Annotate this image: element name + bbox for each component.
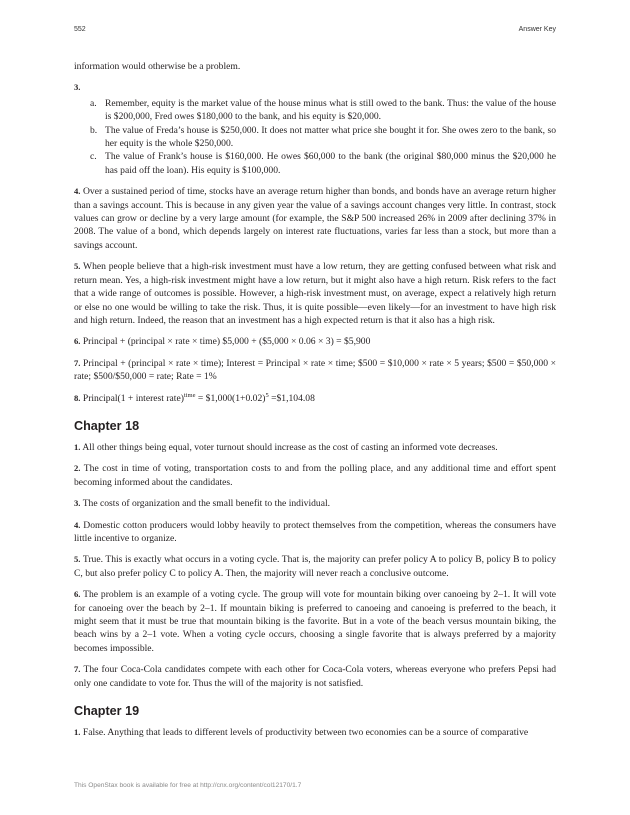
list-item [74,150,556,177]
answer-number: 3. [74,82,81,93]
answer-number: 7. [74,664,81,675]
list-text: The value of Freda’s house is $250,000. It does not matter what price she bought it for. She owes zero to the bank, so her equity is the whole $250,000. [105,124,556,150]
answer-number: 6. [74,336,81,347]
formula-exponent: 5 [265,391,269,399]
answer-text: The problem is an example of a voting cycle. The group will vote for mountain biking over canoeing by 2–1. It will vote for canoeing over the beach by 2–1. If mountain biking is preferred to canoeing and canoeing is preferred to the beach, it might seem that it must be true that mountain biking is the favorite. But in a vote of the beach versus mountain biking, the beach wins by a 2–1 vote. When a voting cycle occurs, choosing a single favorite that is always preferred by a majority becomes impossible. [74,589,556,654]
answer-number: 5. [74,261,81,272]
answer-text: Over a sustained period of time, stocks have an average return higher than bonds, and bonds have an average return higher than a savings account. This is because in any given year the value of a savings account changes very little. In contrast, stock values can grow or decline by a very large amount (for example, the S&P 500 increased 26% in 2009 after declining 37% in 2008. The value of a bond, which depends largely on interest rate fluctuations, varies far less than a stock, but more than a savings account. [74,186,556,251]
answer-3-list [74,97,556,177]
answer-text: Principal + (principal × rate × time) $5,000 + ($5,000 × 0.06 × 3) = $5,900 [80,336,371,348]
answer-number: 8. [74,392,81,403]
answer-text: The four Coca-Cola candidates compete with each other for Coca-Cola voters, whereas everyone who prefers Pepsi had only one candidate to vote for. Thus the will of the majority is not satisfied. [74,664,556,689]
formula-exponent: time [183,391,196,399]
ch18-answer-2 [74,462,556,489]
answer-8 [74,392,556,405]
ch19-answer-1 [74,726,556,739]
chapter-18-heading: Chapter 18 [74,418,140,433]
answer-text: True. This is exactly what occurs in a voting cycle. That is, the majority can prefer policy A to policy B, policy B to policy C, but also prefer policy C to policy A. Then, the majority will never reach a conclusive outcome. [74,554,556,579]
answer-4 [74,185,556,252]
list-item [74,124,556,151]
answer-number: 6. [74,589,81,600]
formula-part: = $1,000(1+0.02) [195,392,266,404]
running-section-title: Answer Key [518,26,556,33]
answer-number: 1. [74,727,81,738]
ch18-answer-7 [74,663,556,690]
answer-number: 2. [74,463,81,474]
list-text: Remember, equity is the market value of the house minus what is still owed to the bank. Thus: the value of the house is $200,000, Fred owes $180,000 to the bank, and his equity is $20,000. [105,97,556,123]
formula-part: =$1,104.08 [268,392,315,404]
answer-3 [74,81,556,94]
ch18-answer-3 [74,497,556,510]
answer-number: 4. [74,519,81,530]
answer-5 [74,260,556,327]
answer-text: All other things being equal, voter turnout should increase as the cost of casting an informed vote decreases. [82,441,498,453]
list-label: c. [90,151,97,163]
chapter-19-heading: Chapter 19 [74,704,140,719]
ch18-answer-4 [74,519,556,546]
page-footer: This OpenStax book is available for free at http://cnx.org/content/col12170/1.7 [74,782,302,789]
answer-6 [74,335,556,348]
ch18-answer-6 [74,588,556,655]
answer-key-content [74,60,556,747]
answer-text: False. Anything that leads to different levels of productivity between two economies can be a source of comparative [82,727,529,739]
paragraph-continued: information would otherwise be a problem. [74,61,241,72]
answer-number: 4. [74,186,81,197]
list-label: a. [90,97,97,109]
answer-text: Principal + (principal × rate × time); Interest = Principal × rate × time; $500 = $10,000 × rate × 5 years; $500 = $50,000 × rate; $500/$50,000 = rate; Rate = 1% [74,357,556,383]
answer-text: Domestic cotton producers would lobby heavily to protect themselves from the competition, whereas the consumers have little incentive to organize. [74,519,556,544]
answer-text: The cost in time of voting, transportation costs to and from the polling place, and any additional time and effort spent becoming informed about the candidates. [74,463,557,488]
ch18-answer-1 [74,441,556,454]
answer-text: When people believe that a high-risk investment must have a low return, they are getting confused between what risk and return mean. Yes, a high-risk investment might have a low return, but it might also have a high return. Risk refers to the fact that a wide range of outcomes is possible. However, a high-risk investment must, on average, expect a relatively high return or else no one would be willing to take the risk. Thus, it is quite possible—even likely—for an investment to have high risk and high return. Indeed, the reason that an investment has a high expected return is that it also has a high risk. [74,261,557,326]
ch18-answer-5 [74,553,556,580]
page-number: 552 [74,26,86,33]
formula-part: Principal(1 + interest rate) [82,392,184,404]
list-text: The value of Frank’s house is $160,000. He owes $60,000 to the bank (the original $80,000 minus the $20,000 he has paid off the loan). His equity is $100,000. [105,151,556,176]
answer-number: 1. [74,441,81,452]
list-item [74,97,556,124]
answer-text: The costs of organization and the small benefit to the individual. [82,498,331,510]
answer-number: 7. [74,357,81,368]
list-label: b. [90,124,98,136]
answer-7 [74,357,556,384]
answer-number: 5. [74,554,81,565]
answer-number: 3. [74,498,81,509]
